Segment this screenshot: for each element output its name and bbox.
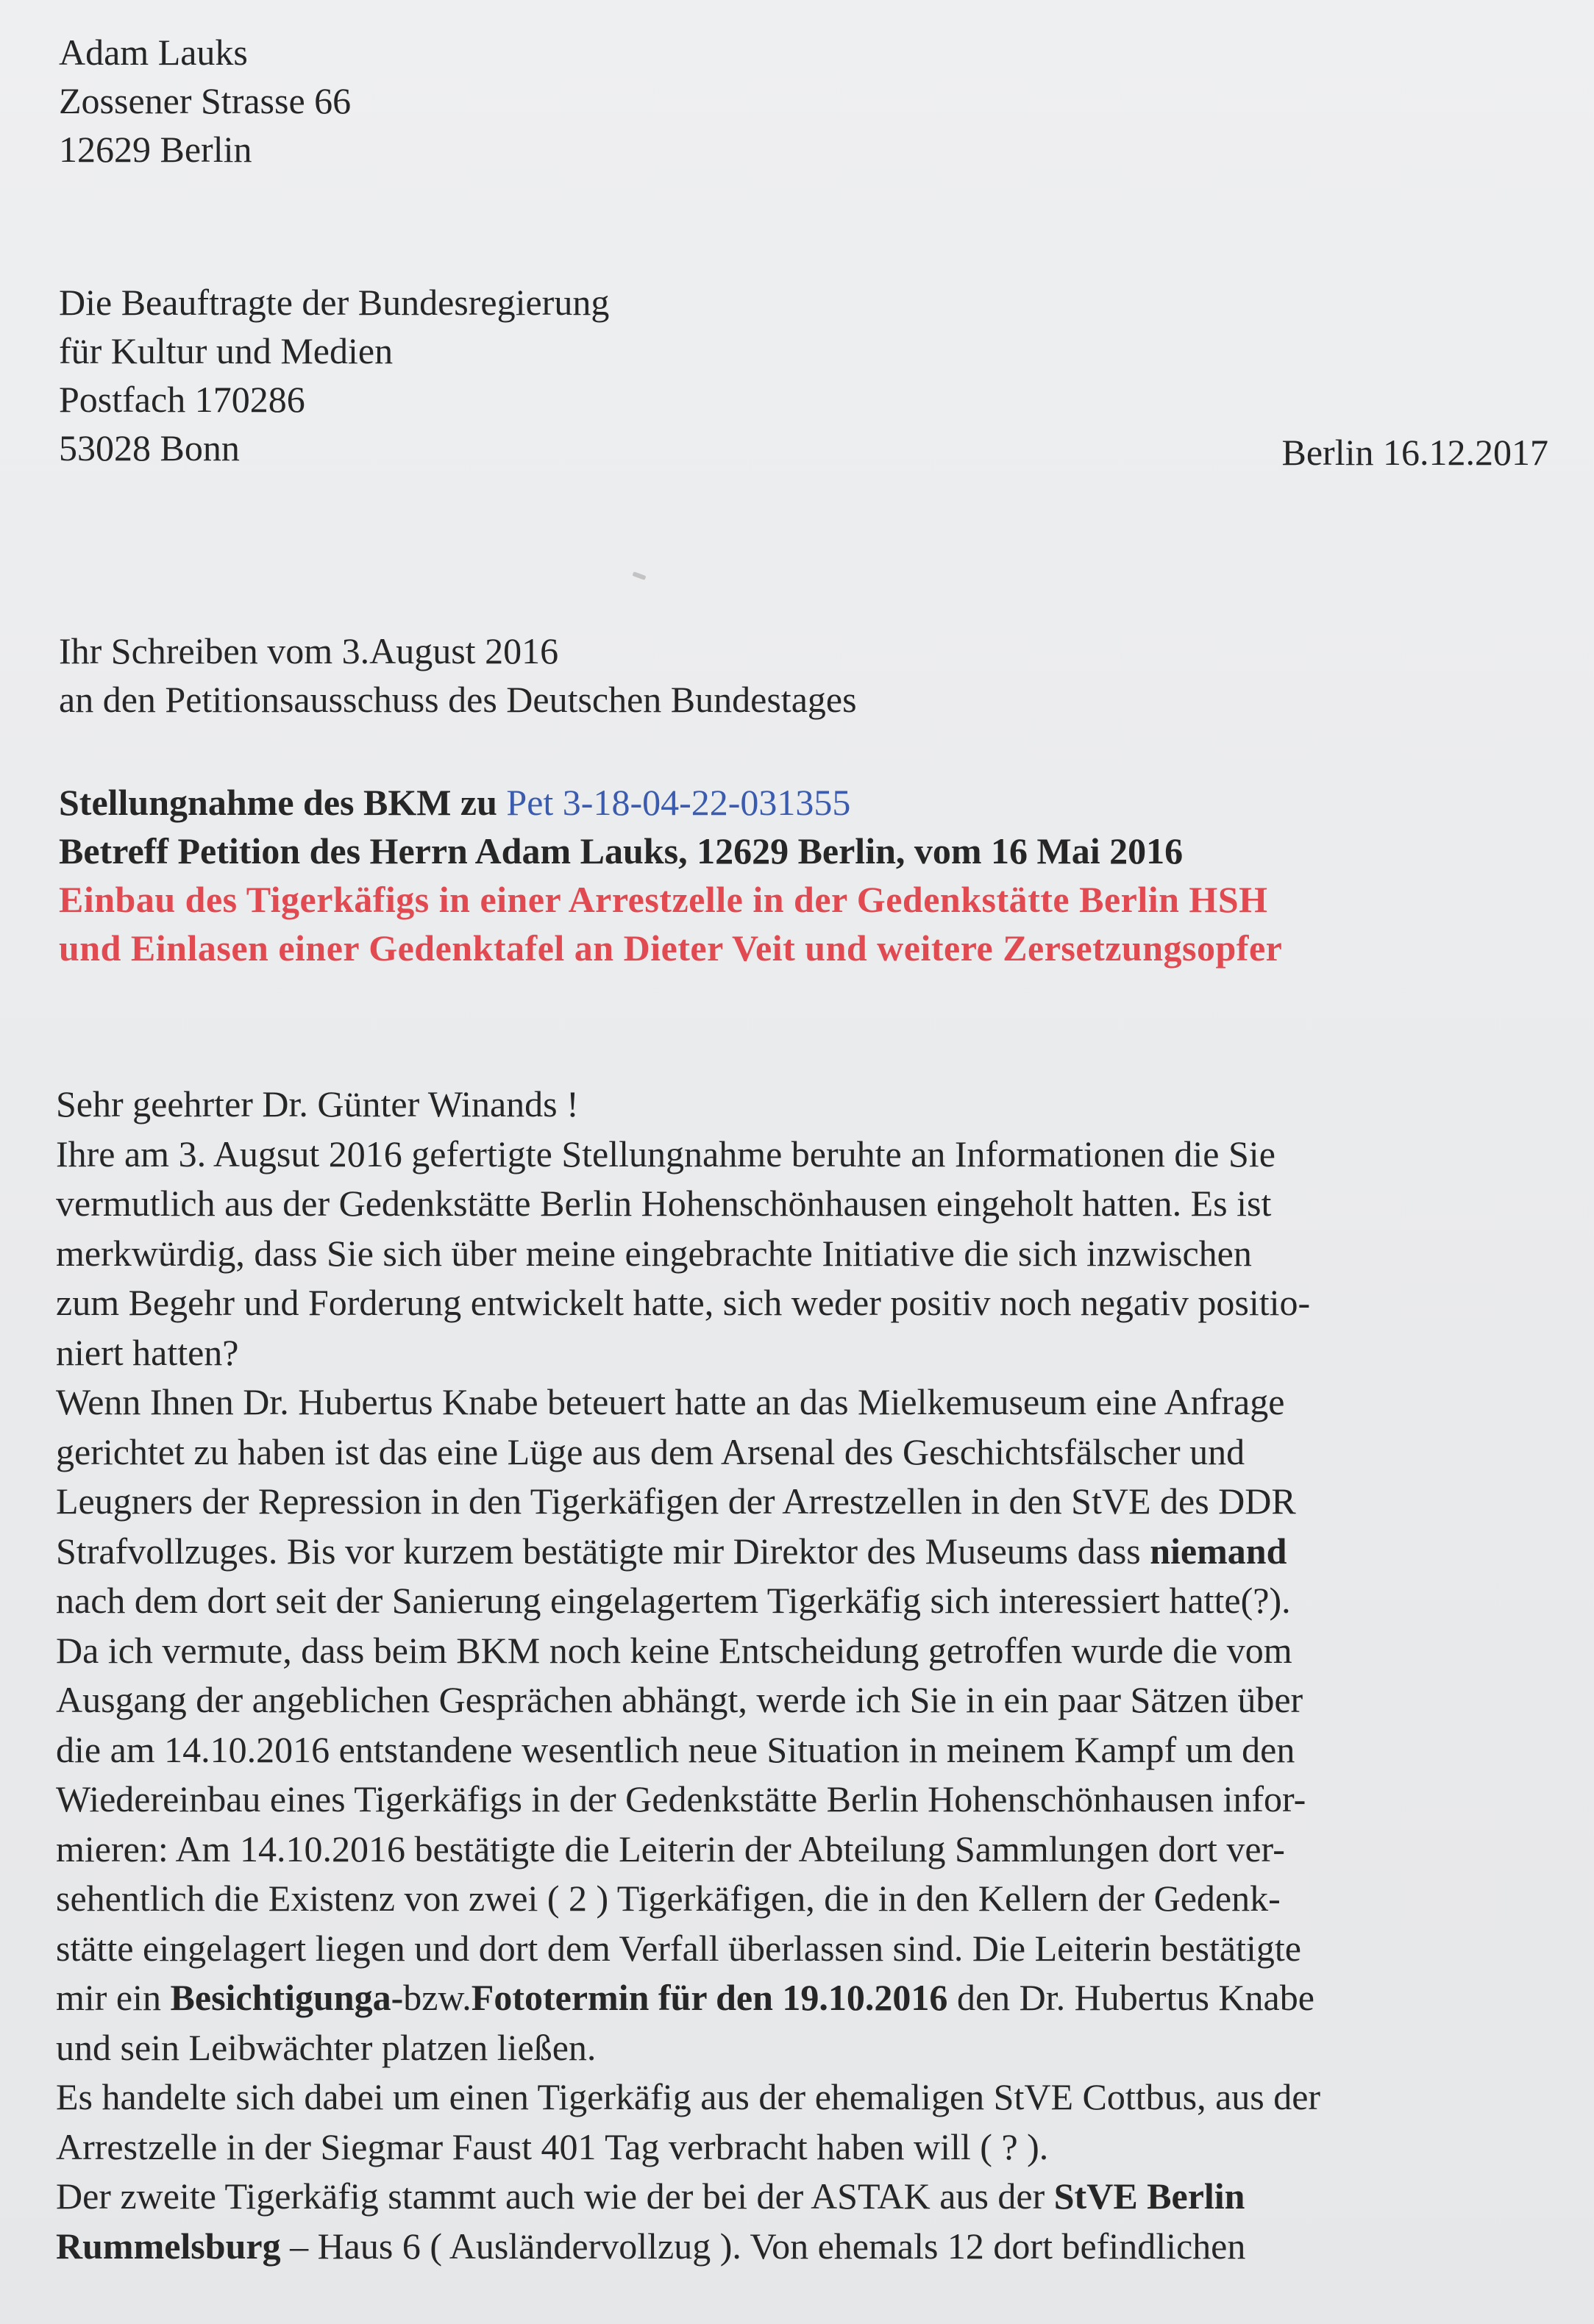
body-line: vermutlich aus der Gedenkstätte Berlin Hohenschönhausen eingeholt hatten. Es ist bbox=[56, 1183, 1272, 1224]
subject-line-1 bbox=[59, 778, 1282, 827]
body-line: gerichtet zu haben ist das eine Lüge aus dem Arsenal des Geschichtsfälscher und bbox=[56, 1430, 1245, 1472]
subject-line-4: und Einlasen einer Gedenktafel an Dieter Veit und weitere Zersetzungsopfer bbox=[59, 927, 1283, 969]
reference-block bbox=[59, 627, 857, 724]
body-line: stätte eingelagert liegen und dort dem Verfall überlassen sind. Die Leiterin bestätigte bbox=[56, 1927, 1301, 1969]
subject-block bbox=[59, 778, 1282, 972]
recipient-line-1: Die Beauftragte der Bundesregierung bbox=[59, 282, 610, 323]
subject-line-3: Einbau des Tigerkäfigs in einer Arrestzelle in der Gedenkstätte Berlin HSH bbox=[59, 879, 1268, 920]
sender-address bbox=[59, 28, 351, 174]
body-line: Ihre am 3. Augsut 2016 gefertigte Stellungnahme beruhte an Informationen die Sie bbox=[56, 1133, 1275, 1175]
body-line: nach dem dort seit der Sanierung eingelagertem Tigerkäfig sich interessiert hatte(?). bbox=[56, 1580, 1291, 1621]
emphasis-besichtigung: Besichtigunga- bbox=[170, 1977, 404, 2018]
recipient-line-4: 53028 Bonn bbox=[59, 427, 240, 468]
body-text-run: – Haus 6 ( Ausländervollzug ). Von ehemals 12 dort befindlichen bbox=[280, 2225, 1246, 2267]
body-text-run: bzw. bbox=[403, 1977, 472, 2018]
body-text-run: Der zweite Tigerkäfig stammt auch wie der bei der ASTAK aus der bbox=[56, 2175, 1054, 2217]
body-line: die am 14.10.2016 entstandene wesentlich neue Situation in meinem Kampf um den bbox=[56, 1728, 1295, 1770]
body-line: Arrestzelle in der Siegmar Faust 401 Tag verbracht haben will ( ? ). bbox=[56, 2125, 1049, 2167]
salutation: Sehr geehrter Dr. Günter Winands ! bbox=[56, 1083, 579, 1124]
emphasis-niemand: niemand bbox=[1150, 1530, 1287, 1572]
scan-speck bbox=[633, 571, 647, 580]
body-line: Da ich vermute, dass beim BKM noch keine Entscheidung getroffen wurde die vom bbox=[56, 1629, 1292, 1671]
body-line: und sein Leibwächter platzen ließen. bbox=[56, 2026, 597, 2068]
body-line: Es handelte sich dabei um einen Tigerkäfig aus der ehemaligen StVE Cottbus, aus der bbox=[56, 2076, 1321, 2117]
body-line: merkwürdig, dass Sie sich über meine eingebrachte Initiative die sich inzwischen bbox=[56, 1232, 1252, 1274]
recipient-line-3: Postfach 170286 bbox=[59, 379, 305, 420]
body-line: niert hatten? bbox=[56, 1331, 239, 1373]
sender-street: Zossener Strasse 66 bbox=[59, 80, 352, 121]
sender-name: Adam Lauks bbox=[59, 32, 248, 73]
body-text-run: mir ein bbox=[56, 1977, 171, 2018]
body-line: mieren: Am 14.10.2016 bestätigte die Leiterin der Abteilung Sammlungen dort ver- bbox=[56, 1828, 1285, 1869]
subject-statement-label: Stellungnahme des BKM zu bbox=[59, 782, 507, 823]
sender-city: 12629 Berlin bbox=[59, 129, 252, 170]
letter-body bbox=[56, 1080, 1320, 2271]
body-line bbox=[56, 1973, 1320, 2023]
petition-number: Pet 3-18-04-22-031355 bbox=[506, 782, 851, 823]
body-line: Ausgang der angeblichen Gesprächen abhängt, werde ich Sie in ein paar Sätzen über bbox=[56, 1679, 1303, 1720]
body-line: Wiedereinbau eines Tigerkäfigs in der Gedenkstätte Berlin Hohenschönhausen infor- bbox=[56, 1778, 1306, 1819]
recipient-address bbox=[59, 278, 609, 472]
reference-line-2: an den Petitionsausschuss des Deutschen Bundestages bbox=[59, 679, 857, 720]
recipient-line-2: für Kultur und Medien bbox=[59, 330, 394, 371]
body-line bbox=[56, 2222, 1320, 2272]
reference-line-1: Ihr Schreiben vom 3.August 2016 bbox=[59, 630, 559, 671]
body-line: Wenn Ihnen Dr. Hubertus Knabe beteuert hatte an das Mielkemuseum eine Anfrage bbox=[56, 1381, 1285, 1422]
body-line: sehentlich die Existenz von zwei ( 2 ) Tigerkäfigen, die in den Kellern der Gedenk- bbox=[56, 1878, 1281, 1919]
emphasis-fototermin: Fototermin für den 19.10.2016 bbox=[471, 1977, 948, 2018]
body-line bbox=[56, 1527, 1320, 1577]
body-text-run: den Dr. Hubertus Knabe bbox=[947, 1977, 1314, 2018]
emphasis-stve-berlin: StVE Berlin bbox=[1053, 2175, 1245, 2217]
body-line: zum Begehr und Forderung entwickelt hatte, sich weder positiv noch negativ positio- bbox=[56, 1282, 1311, 1323]
subject-line-2: Betreff Petition des Herrn Adam Lauks, 12629 Berlin, vom 16 Mai 2016 bbox=[59, 830, 1184, 872]
emphasis-rummelsburg: Rummelsburg bbox=[56, 2225, 281, 2267]
body-line: Leugners der Repression in den Tigerkäfigen der Arrestzellen in den StVE des DDR bbox=[56, 1480, 1296, 1522]
body-text-run: Strafvollzuges. Bis vor kurzem bestätigte mir Direktor des Museums dass bbox=[56, 1530, 1150, 1572]
letter-date: Berlin 16.12.2017 bbox=[1281, 432, 1548, 473]
body-line bbox=[56, 2172, 1320, 2222]
